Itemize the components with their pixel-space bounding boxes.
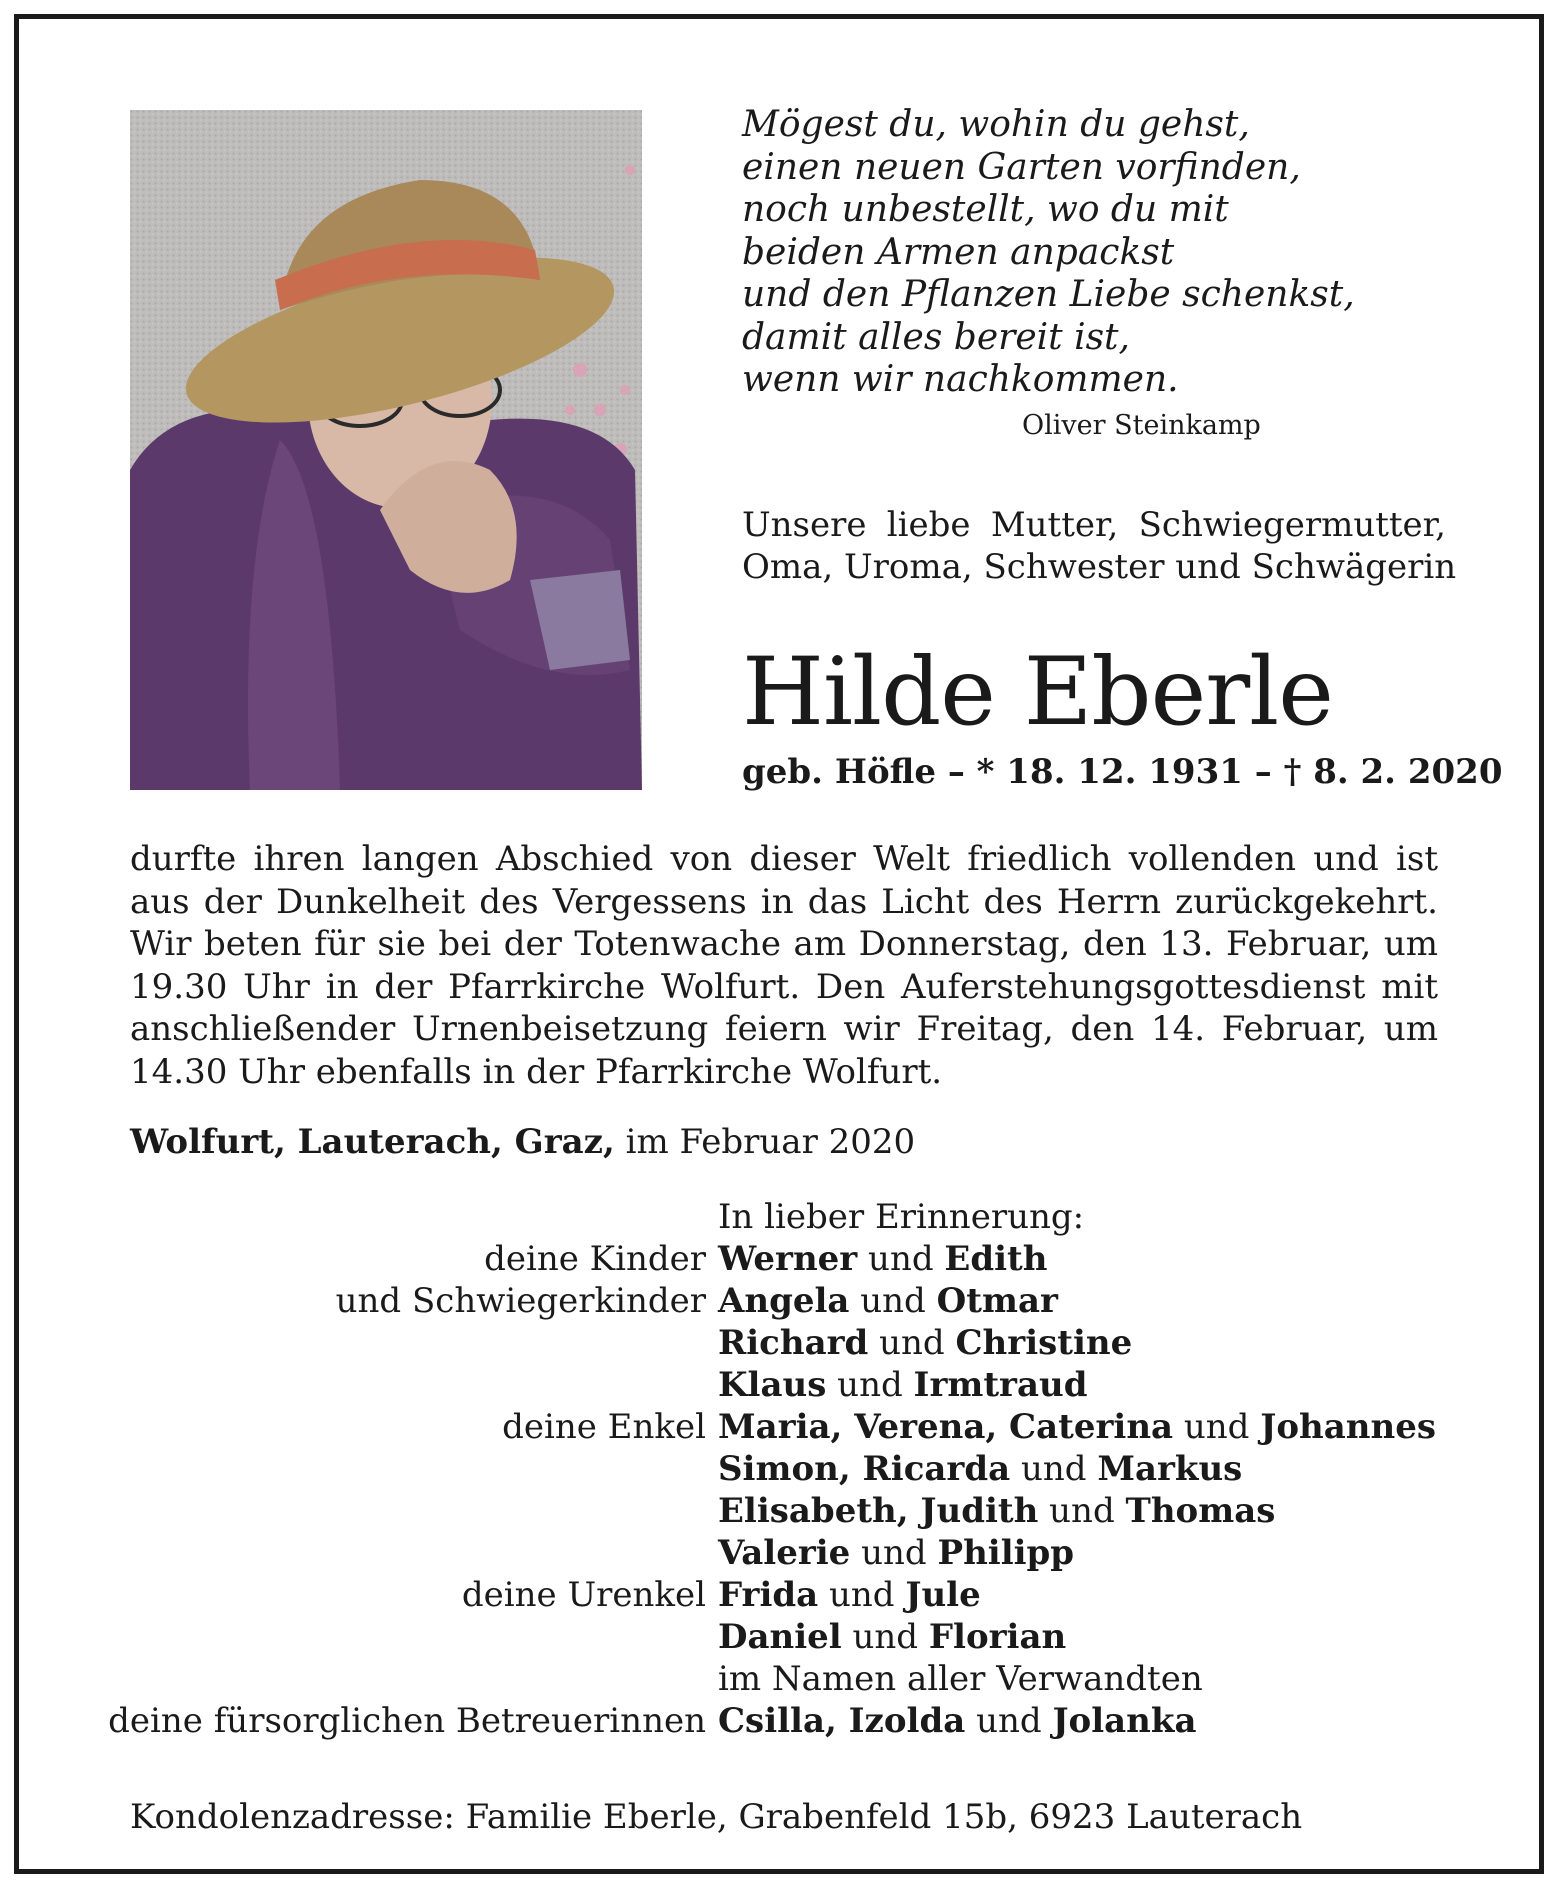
poem-line: beiden Armen anpackst <box>742 231 1175 273</box>
signature-connector: und <box>850 1533 938 1573</box>
poem-line: damit alles bereit ist, <box>742 316 1130 358</box>
body-line: durfte ihren langen Abschied von dieser Welt friedlich vollenden und ist <box>130 839 1438 879</box>
signature-row <box>100 1532 1500 1574</box>
signature-name: Klaus <box>718 1365 827 1405</box>
signature-name: Simon, Ricarda <box>718 1449 1011 1489</box>
intro-line: Unsere liebe Mutter, Schwiegermutter, <box>742 505 1446 545</box>
signature-name: Angela <box>718 1281 850 1321</box>
signature-relation <box>100 1658 718 1700</box>
signature-connector: und <box>841 1617 929 1657</box>
signature-connector: und <box>857 1239 945 1279</box>
poem-line: noch unbestellt, wo du mit <box>742 189 1229 230</box>
signature-row <box>100 1406 1500 1448</box>
signature-connector: und <box>965 1701 1053 1741</box>
deceased-name: Hilde Eberle <box>742 638 1333 747</box>
body-line: anschließender Urnenbeisetzung feiern wir Freitag, den 14. Februar, um <box>130 1009 1438 1049</box>
signature-names <box>718 1574 1500 1616</box>
signature-name: Philipp <box>937 1533 1075 1573</box>
signature-row <box>100 1238 1500 1280</box>
signature-name: Irmtraud <box>913 1365 1088 1405</box>
place-names: Wolfurt, Lauterach, Graz, <box>130 1122 615 1162</box>
signature-name: Jolanka <box>1052 1701 1197 1741</box>
signature-names <box>718 1658 1500 1700</box>
signature-relation: deine fürsorglichen Betreuerinnen <box>108 1701 706 1741</box>
signature-names <box>718 1490 1500 1532</box>
signature-name: Edith <box>944 1239 1048 1279</box>
poem-author: Oliver Steinkamp <box>1022 410 1261 441</box>
signature-names <box>718 1238 1500 1280</box>
signature-name: Johannes <box>1260 1407 1436 1447</box>
signature-relation <box>100 1490 718 1532</box>
place-date-line <box>130 1122 915 1162</box>
signature-row <box>100 1700 1500 1742</box>
poem <box>742 104 1355 402</box>
signature-relation: deine Enkel <box>502 1407 706 1447</box>
signature-relation <box>100 1532 718 1574</box>
signature-names <box>718 1448 1500 1490</box>
signature-name: Werner <box>718 1239 858 1279</box>
signature-row <box>100 1280 1500 1322</box>
signature-names <box>718 1364 1500 1406</box>
signature-relation: deine Kinder <box>484 1239 706 1279</box>
signature-row <box>100 1448 1500 1490</box>
signature-name: Jule <box>905 1575 981 1615</box>
signature-names <box>718 1322 1500 1364</box>
signature-connector: und <box>1038 1491 1126 1531</box>
signature-relation: deine Urenkel <box>461 1575 706 1615</box>
signature-row <box>100 1658 1500 1700</box>
intro-line: Oma, Uroma, Schwester und Schwägerin <box>742 547 1457 587</box>
signature-names <box>718 1532 1500 1574</box>
body-paragraph <box>130 838 1438 1093</box>
body-line: 19.30 Uhr in der Pfarrkirche Wolfurt. Den Auferstehungsgottesdienst mit <box>130 966 1438 1007</box>
body-line: aus der Dunkelheit des Vergessens in das Licht des Herrn zurückgekehrt. <box>130 881 1438 922</box>
signature-name: Otmar <box>936 1281 1058 1321</box>
signature-name: Daniel <box>718 1617 842 1657</box>
signature-name: Valerie <box>718 1533 851 1573</box>
signature-relation <box>100 1448 718 1490</box>
signatures-heading-row <box>100 1196 1500 1238</box>
signature-name: Frida <box>718 1575 819 1615</box>
signature-row <box>100 1574 1500 1616</box>
signature-name: Maria, Verena, Caterina <box>718 1407 1174 1447</box>
signature-names <box>718 1406 1500 1448</box>
place-date: im Februar 2020 <box>614 1122 916 1162</box>
signature-row <box>100 1322 1500 1364</box>
signature-relation <box>100 1364 718 1406</box>
signature-names <box>718 1700 1500 1742</box>
signature-name: Markus <box>1097 1449 1243 1489</box>
signature-name: Christine <box>955 1323 1133 1363</box>
body-line: 14.30 Uhr ebenfalls in der Pfarrkirche Wolfurt. <box>130 1051 943 1092</box>
signatures-heading: In lieber Erinnerung: <box>718 1197 1085 1237</box>
intro-text <box>742 504 1457 588</box>
portrait-photo <box>130 110 642 790</box>
signature-connector: und <box>868 1323 956 1363</box>
signature-relation <box>100 1616 718 1658</box>
signature-relation <box>100 1322 718 1364</box>
poem-line: und den Pflanzen Liebe schenkst, <box>742 274 1355 315</box>
signatures <box>100 1196 1500 1742</box>
signature-connector: und <box>826 1365 914 1405</box>
poem-line: einen neuen Garten vorfinden, <box>742 146 1301 188</box>
condolence-address: Kondolenzadresse: Familie Eberle, Grabenfeld 15b, 6923 Lauterach <box>130 1797 1303 1837</box>
signature-connector: und <box>1010 1449 1098 1489</box>
signature-names <box>718 1616 1500 1658</box>
signature-row <box>100 1616 1500 1658</box>
body-line: Wir beten für sie bei der Totenwache am Donnerstag, den 13. Februar, um <box>130 924 1438 964</box>
signature-name: Thomas <box>1125 1491 1276 1531</box>
signature-row <box>100 1490 1500 1532</box>
signature-name: Richard <box>718 1323 869 1363</box>
signature-connector: und <box>818 1575 906 1615</box>
signature-names <box>718 1280 1500 1322</box>
signature-row <box>100 1364 1500 1406</box>
signature-connector: im Namen aller Verwandten <box>718 1659 1203 1699</box>
poem-line: Mögest du, wohin du gehst, <box>742 104 1250 145</box>
signature-name: Elisabeth, Judith <box>718 1491 1039 1531</box>
signature-relation: und Schwiegerkinder <box>335 1281 706 1321</box>
poem-line: wenn wir nachkommen. <box>742 359 1179 400</box>
signature-connector: und <box>1173 1407 1261 1447</box>
signature-connector: und <box>849 1281 937 1321</box>
birth-death-dates: geb. Höfle – * 18. 12. 1931 – † 8. 2. 2020 <box>742 752 1503 792</box>
signature-name: Florian <box>928 1617 1067 1657</box>
signature-name: Csilla, Izolda <box>718 1701 966 1741</box>
